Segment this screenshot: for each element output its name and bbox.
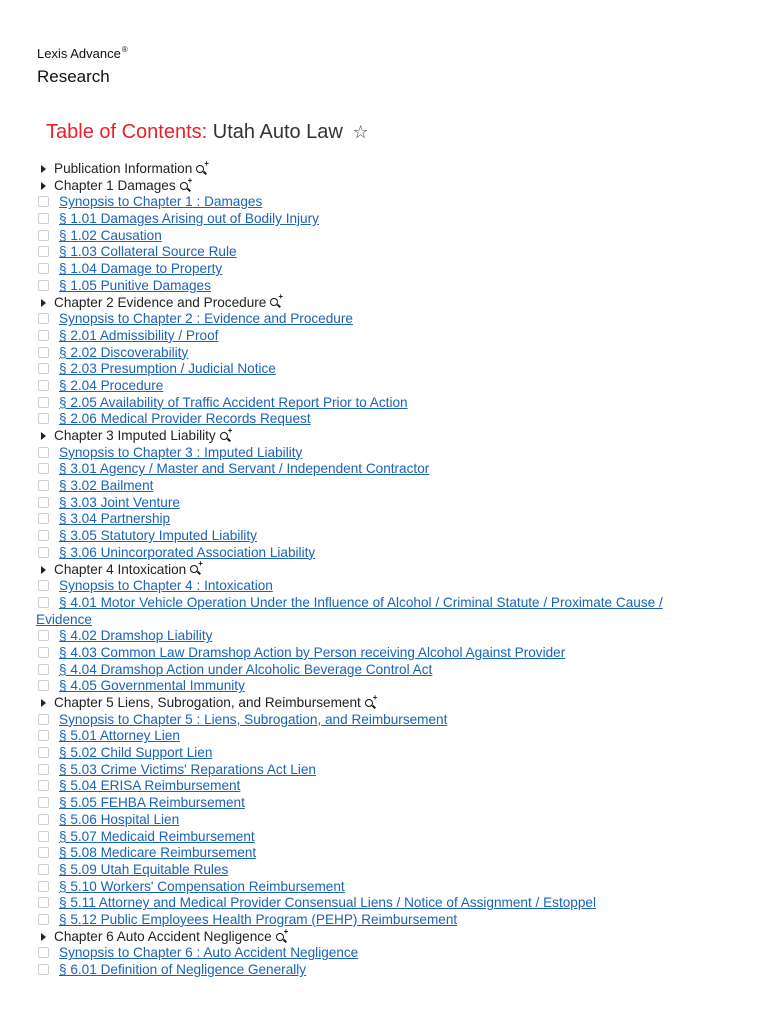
checkbox-icon[interactable] — [38, 397, 49, 408]
toc-item-link[interactable]: Synopsis to Chapter 3 : Imputed Liability — [59, 444, 303, 460]
toc-chapter-title[interactable]: Chapter 5 Liens, Subrogation, and Reimbursement — [54, 695, 361, 711]
toc-item-link[interactable]: § 3.01 Agency / Master and Servant / Independent Contractor — [59, 461, 430, 477]
checkbox-icon[interactable] — [38, 797, 49, 808]
toc-item — [36, 745, 736, 762]
checkbox-icon[interactable] — [38, 764, 49, 775]
brand-name: Lexis Advance® — [37, 45, 128, 61]
toc-item — [36, 278, 736, 295]
checkbox-icon[interactable] — [38, 897, 49, 908]
checkbox-icon[interactable] — [38, 714, 49, 725]
triangle-right-icon[interactable] — [41, 299, 46, 307]
toc-item — [36, 361, 736, 378]
toc-item — [36, 812, 736, 829]
toc-chapter-title[interactable]: Chapter 1 Damages — [54, 177, 176, 193]
checkbox-icon[interactable] — [38, 680, 49, 691]
toc-item-link[interactable]: § 5.10 Workers' Compensation Reimbursement — [59, 878, 345, 894]
toc-chapter — [36, 559, 736, 579]
checkbox-icon[interactable] — [38, 630, 49, 641]
toc-item — [36, 345, 736, 362]
search-plus-icon[interactable]: + — [276, 932, 288, 943]
toc-item-link[interactable]: § 4.05 Governmental Immunity — [59, 678, 245, 694]
checkbox-icon[interactable] — [38, 330, 49, 341]
toc-item-link[interactable]: § 5.02 Child Support Lien — [59, 745, 213, 761]
toc-item — [36, 545, 736, 562]
toc-item-link[interactable]: § 3.03 Joint Venture — [59, 494, 180, 510]
toc-item-link[interactable]: § 2.06 Medical Provider Records Request — [59, 411, 311, 427]
checkbox-icon[interactable] — [38, 263, 49, 274]
triangle-right-icon[interactable] — [41, 182, 46, 190]
checkbox-icon[interactable] — [38, 530, 49, 541]
toc-item-link[interactable]: § 5.01 Attorney Lien — [59, 728, 180, 744]
toc-item-link[interactable]: § 2.02 Discoverability — [59, 344, 189, 360]
checkbox-icon[interactable] — [38, 213, 49, 224]
toc-item — [36, 328, 736, 345]
checkbox-icon[interactable] — [38, 280, 49, 291]
triangle-right-icon[interactable] — [41, 566, 46, 574]
toc-item — [36, 778, 736, 795]
checkbox-icon[interactable] — [38, 480, 49, 491]
search-plus-icon[interactable]: + — [270, 297, 282, 308]
toc-list — [36, 158, 736, 979]
toc-item-link[interactable]: § 4.01 Motor Vehicle Operation Under the Influence of Alcohol / Criminal Statute / Proximate Cause / Evidence — [36, 594, 663, 627]
checkbox-icon[interactable] — [38, 463, 49, 474]
checkbox-icon[interactable] — [38, 497, 49, 508]
toc-item — [36, 461, 736, 478]
toc-item — [36, 829, 736, 846]
toc-item-link[interactable]: § 5.04 ERISA Reimbursement — [59, 778, 241, 794]
toc-chapter — [36, 292, 736, 312]
toc-item-link[interactable]: § 2.01 Admissibility / Proof — [59, 327, 219, 343]
page-title-label: Table of Contents: — [46, 121, 208, 143]
toc-item — [36, 495, 736, 512]
toc-item-link[interactable]: § 1.03 Collateral Source Rule — [59, 244, 237, 260]
triangle-right-icon[interactable] — [41, 432, 46, 440]
toc-item — [36, 678, 736, 695]
toc-item — [36, 445, 736, 462]
toc-item-link[interactable]: Synopsis to Chapter 2 : Evidence and Procedure — [59, 311, 353, 327]
checkbox-icon[interactable] — [38, 964, 49, 975]
checkbox-icon[interactable] — [38, 230, 49, 241]
toc-item — [36, 378, 736, 395]
toc-item — [36, 795, 736, 812]
toc-item — [36, 712, 736, 729]
search-plus-icon[interactable]: + — [365, 698, 377, 709]
toc-item-link[interactable]: § 5.07 Medicaid Reimbursement — [59, 828, 255, 844]
checkbox-icon[interactable] — [38, 647, 49, 658]
checkbox-icon[interactable] — [38, 747, 49, 758]
checkbox-icon[interactable] — [38, 513, 49, 524]
toc-item-link[interactable]: Synopsis to Chapter 5 : Liens, Subrogation, and Reimbursement — [59, 711, 448, 727]
checkbox-icon[interactable] — [38, 947, 49, 958]
toc-item — [36, 762, 736, 779]
toc-item — [36, 244, 736, 261]
toc-chapter-title[interactable]: Chapter 4 Intoxication — [54, 561, 187, 577]
toc-chapter-title[interactable]: Chapter 3 Imputed Liability — [54, 428, 216, 443]
toc-item — [36, 311, 736, 328]
search-plus-icon[interactable]: + — [180, 181, 192, 192]
brand-subtitle: Research — [37, 67, 110, 86]
triangle-right-icon[interactable] — [41, 933, 46, 941]
toc-item-link[interactable]: Synopsis to Chapter 6 : Auto Accident Negligence — [59, 945, 359, 961]
toc-item-link[interactable]: § 5.11 Attorney and Medical Provider Consensual Liens / Notice of Assignment / Estoppel — [59, 895, 597, 911]
checkbox-icon[interactable] — [38, 914, 49, 925]
toc-item-link[interactable]: § 1.04 Damage to Property — [59, 261, 223, 277]
toc-item-link[interactable]: § 6.01 Definition of Negligence Generally — [59, 962, 307, 978]
toc-item-link[interactable]: § 5.08 Medicare Reimbursement — [59, 845, 257, 861]
triangle-right-icon[interactable] — [41, 699, 46, 707]
toc-chapter — [36, 926, 736, 946]
checkbox-icon[interactable] — [38, 447, 49, 458]
checkbox-icon[interactable] — [38, 814, 49, 825]
page-title — [46, 118, 369, 146]
toc-item-link[interactable]: § 1.01 Damages Arising out of Bodily Injury — [59, 211, 319, 227]
toc-item-link[interactable]: § 2.05 Availability of Traffic Accident Report Prior to Action — [59, 394, 408, 410]
toc-chapter — [36, 158, 736, 178]
checkbox-icon[interactable] — [38, 413, 49, 424]
search-plus-icon[interactable]: + — [220, 431, 232, 442]
toc-chapter-title[interactable]: Chapter 6 Auto Accident Negligence — [54, 928, 272, 944]
triangle-right-icon[interactable] — [41, 165, 46, 173]
toc-item — [36, 478, 736, 495]
toc-item-link[interactable]: § 5.03 Crime Victims' Reparations Act Lien — [59, 761, 316, 777]
checkbox-icon[interactable] — [38, 780, 49, 791]
toc-item-link[interactable]: § 5.06 Hospital Lien — [59, 811, 180, 827]
toc-item-link[interactable]: § 5.12 Public Employees Health Program (PEHP) Reimbursement — [59, 911, 458, 927]
toc-item — [36, 528, 736, 545]
toc-item — [36, 511, 736, 528]
checkbox-icon[interactable] — [38, 847, 49, 858]
checkbox-icon[interactable] — [38, 580, 49, 591]
checkbox-icon[interactable] — [38, 730, 49, 741]
toc-item-link[interactable]: § 3.06 Unincorporated Association Liability — [59, 544, 316, 560]
checkbox-icon[interactable] — [38, 196, 49, 207]
toc-item — [36, 912, 736, 929]
toc-item — [36, 261, 736, 278]
toc-item — [36, 945, 736, 962]
toc-item-link[interactable]: § 2.03 Presumption / Judicial Notice — [59, 361, 276, 377]
toc-item — [36, 845, 736, 862]
checkbox-icon[interactable] — [38, 664, 49, 675]
toc-item — [36, 578, 736, 595]
toc-item — [36, 879, 736, 896]
checkbox-icon[interactable] — [38, 881, 49, 892]
toc-item — [36, 728, 736, 745]
page-title-name: Utah Auto Law — [212, 121, 343, 143]
checkbox-icon[interactable] — [38, 313, 49, 324]
toc-item-link[interactable]: § 3.04 Partnership — [59, 511, 171, 527]
checkbox-icon[interactable] — [38, 547, 49, 558]
toc-item-link[interactable]: Synopsis to Chapter 4 : Intoxication — [59, 578, 273, 594]
toc-item-link[interactable]: Synopsis to Chapter 1 : Damages — [59, 194, 263, 210]
toc-item-link[interactable]: § 3.02 Bailment — [59, 478, 154, 494]
checkbox-icon[interactable] — [38, 246, 49, 257]
toc-item-link[interactable]: § 5.05 FEHBA Reimbursement — [59, 795, 245, 811]
toc-chapter — [36, 425, 736, 445]
search-plus-icon[interactable]: + — [196, 164, 208, 175]
toc-item — [36, 895, 736, 912]
toc-chapter-title[interactable]: Publication Information — [54, 161, 193, 176]
toc-item — [36, 211, 736, 228]
star-icon[interactable]: ☆ — [352, 122, 369, 142]
toc-chapter-title[interactable]: Chapter 2 Evidence and Procedure — [54, 294, 267, 310]
toc-item — [36, 194, 736, 211]
toc-chapter — [36, 175, 736, 195]
toc-item-link[interactable]: § 4.02 Dramshop Liability — [59, 628, 213, 644]
toc-item — [36, 962, 736, 979]
toc-item — [36, 395, 736, 412]
checkbox-icon[interactable] — [38, 831, 49, 842]
toc-item-link[interactable]: § 1.05 Punitive Damages — [59, 277, 211, 293]
toc-item — [36, 228, 736, 245]
toc-item — [36, 628, 736, 645]
toc-chapter — [36, 692, 736, 712]
checkbox-icon[interactable] — [38, 363, 49, 374]
registered-mark: ® — [121, 45, 128, 54]
toc-item — [36, 411, 736, 428]
toc-item-link[interactable]: § 4.03 Common Law Dramshop Action by Person receiving Alcohol Against Provider — [59, 644, 566, 660]
checkbox-icon[interactable] — [38, 380, 49, 391]
toc-item — [36, 595, 736, 628]
checkbox-icon[interactable] — [38, 864, 49, 875]
toc-item-link[interactable]: § 5.09 Utah Equitable Rules — [59, 861, 229, 877]
checkbox-icon[interactable] — [38, 347, 49, 358]
toc-item — [36, 862, 736, 879]
brand — [37, 42, 128, 88]
checkbox-icon[interactable] — [38, 597, 49, 608]
toc-item — [36, 662, 736, 679]
toc-item-link[interactable]: § 4.04 Dramshop Action under Alcoholic Beverage Control Act — [59, 661, 433, 677]
toc-item-link[interactable]: § 1.02 Causation — [59, 227, 162, 243]
toc-item-link[interactable]: § 2.04 Procedure — [59, 377, 164, 393]
toc-item-link[interactable]: § 3.05 Statutory Imputed Liability — [59, 528, 257, 544]
search-plus-icon[interactable]: + — [190, 564, 202, 575]
toc-item — [36, 645, 736, 662]
